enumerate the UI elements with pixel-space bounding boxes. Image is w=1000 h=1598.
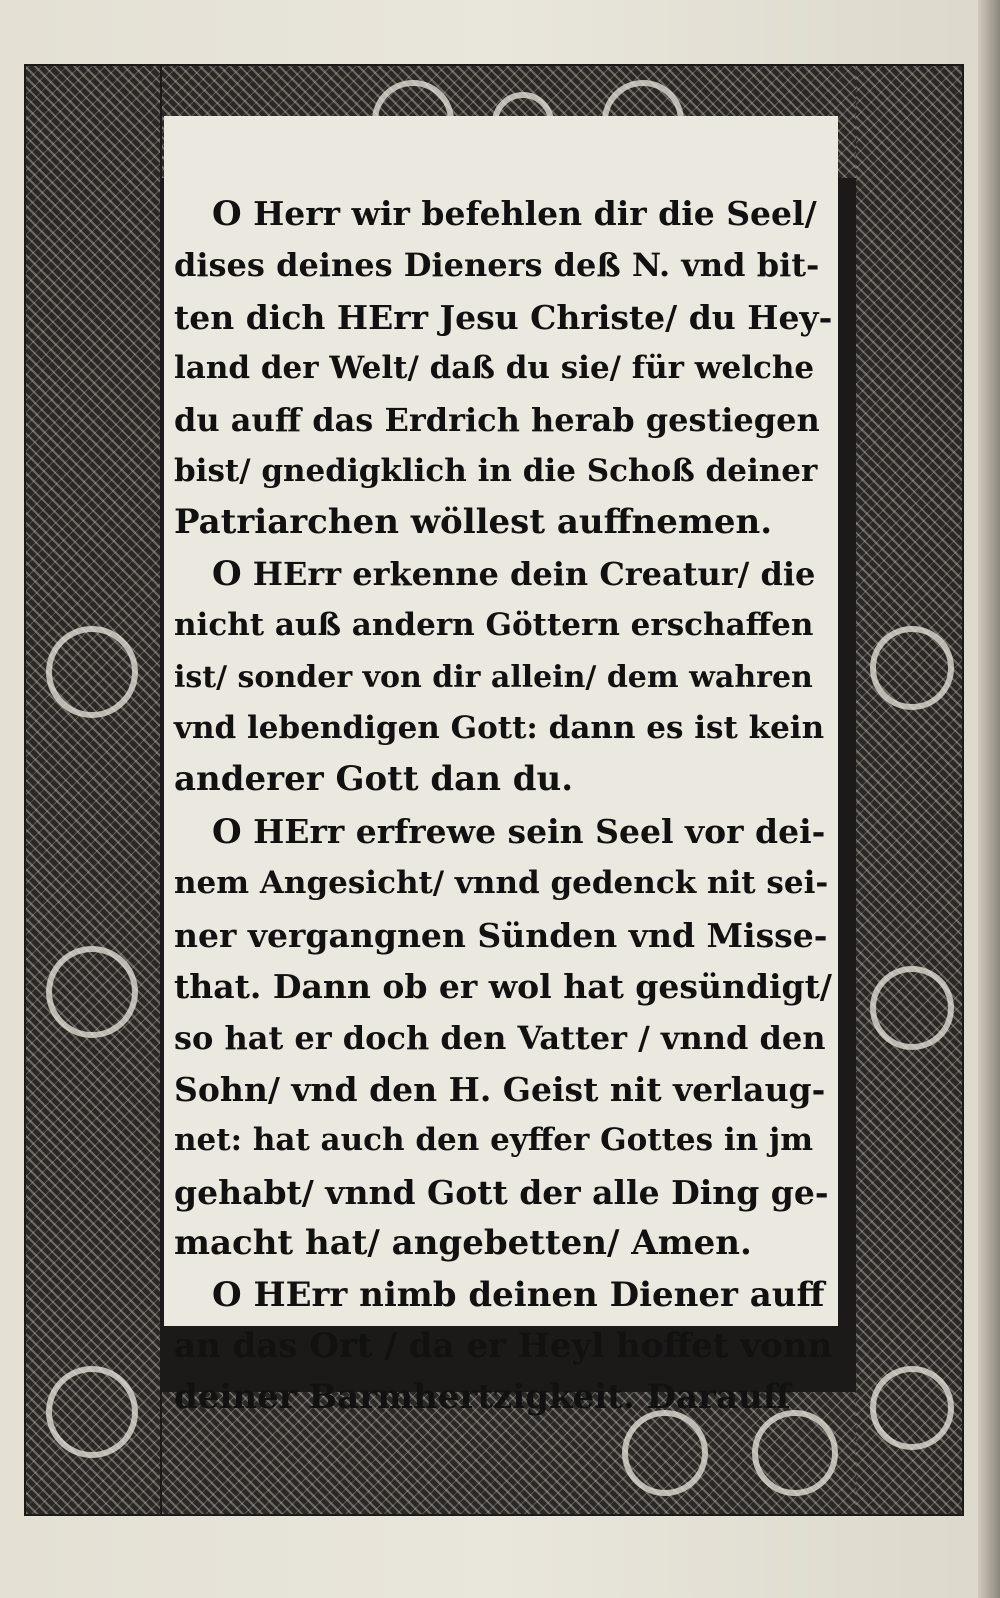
- text-line: so hat er doch den Vatter / vnnd den: [174, 1018, 826, 1057]
- left-border-rosette-icon: [46, 1366, 138, 1458]
- text-line: land der Welt/ daß du sie/ für welche: [174, 350, 815, 387]
- text-line: ist/ sonder von dir allein/ dem wahren: [174, 659, 813, 695]
- left-border-rosette-icon: [46, 946, 138, 1038]
- text-line: nem Angesicht/ vnnd gedenck nit sei-: [174, 865, 829, 902]
- prayer-paragraph-3: [174, 806, 832, 1270]
- text-line: macht hat/ angebetten/ Amen.: [174, 1223, 752, 1264]
- right-border-rosette-icon: [870, 626, 954, 710]
- text-line: dises deines Dieners deß N. vnd bit-: [174, 246, 820, 285]
- text-line: vnd lebendigen Gott: dann es ist kein: [174, 710, 825, 747]
- text-line: O HErr nimb deinen Diener auff: [212, 1274, 825, 1315]
- text-line: ten dich HErr Jesu Christe/ du Hey-: [174, 297, 833, 337]
- text-line: Patriarchen wöllest auffnemen.: [174, 502, 773, 543]
- left-ornamental-border: [26, 66, 160, 1514]
- text-line: bist/ gnedigklich in die Schoß deiner: [174, 453, 818, 490]
- text-line: anderer Gott dan du.: [174, 759, 574, 800]
- text-line: O HErr erfrewe sein Seel vor dei-: [212, 811, 826, 852]
- text-line: deiner Barmhertzigkeit. Darauff: [174, 1377, 791, 1418]
- right-border-rosette-icon: [870, 966, 954, 1050]
- prayer-paragraph-4: [174, 1270, 832, 1424]
- text-line: O Herr wir befehlen dir die Seel/: [212, 194, 817, 234]
- text-line: nicht auß andern Göttern erschaffen: [174, 607, 814, 644]
- text-line: O HErr erkenne dein Creatur/ die: [212, 553, 816, 594]
- text-line: ner vergangnen Sünden vnd Misse-: [174, 915, 828, 955]
- text-line: du auff das Erdrich herab gestiegen: [174, 400, 820, 439]
- prayer-text-block: [164, 116, 838, 1418]
- prayer-paragraph-2: [174, 549, 832, 806]
- book-gutter: [978, 0, 1000, 1598]
- left-border-rosette-icon: [46, 626, 138, 718]
- right-ornamental-border: [856, 66, 962, 1514]
- text-line: gehabt/ vnnd Gott der alle Ding ge-: [174, 1172, 829, 1212]
- text-line: net: hat auch den eyffer Gottes in jm: [174, 1122, 814, 1159]
- prayer-paragraph-1: [174, 188, 832, 549]
- text-line: that. Dann ob er wol hat gesündigt/: [174, 967, 832, 1007]
- text-line: Sohn/ vnd den H. Geist nit verlaug-: [174, 1069, 826, 1109]
- text-line: an das Ort / da er Heyl hoffet vonn: [174, 1325, 833, 1366]
- right-border-rosette-icon: [870, 1366, 954, 1450]
